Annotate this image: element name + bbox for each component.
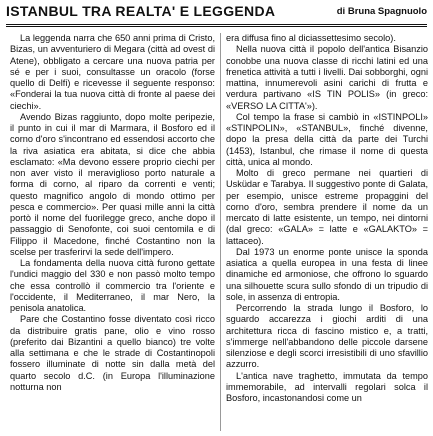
article-byline: di Bruna Spagnuolo — [336, 6, 427, 17]
paragraph: Col tempo la frase si cambiò in «ISTINPOLI» «STINPOLIN», «STANBUL», finché divenne, dopo la presa della città da parte dei Turchi (1453), Istanbul, che rimase il nome di questa città, unica al mondo. — [226, 111, 428, 167]
right-column — [226, 33, 428, 433]
paragraph: Molto di greco permane nei quartieri di Usküdar e Tarabya. Il suggestivo ponte di Galata, per esempio, unisce estreme propaggini del corno d'oro, sembra prendere il nome da un mercato di latte esistente, un tempo, nei dintorni (dal greco: «GALA» = latte e «GALAKTO» = lattaceo). — [226, 168, 428, 246]
left-column — [10, 33, 215, 433]
paragraph: Pare che Costantino fosse diventato così ricco da distribuire gratis pane, olio e vino rosso (preferito dai Bizantini a quello bianco) tre volte alla settimana e che le strade di Costantinopoli fossero illuminate di notte sin dalla metà del quarto secolo d.C. (in Europa l'illuminazione notturna non — [10, 314, 215, 392]
paragraph: Avendo Bizas raggiunto, dopo molte peripezie, il punto in cui il mar di Marmara, il Bosforo ed il corno d'oro s'incontrano ed essendosi accorto che la riva asiatica era abitata, si dice che abbia esclamato: «Ma devono essere proprio ciechi per non aver visto il meraviglioso porto naturale a forma di corno, al riparo da correnti e venti; questo magnifico angolo di mondo ottimo per pesca e commercio». Per quasi mille anni la città portò il nome del fuorilegge greco, anche dopo il passaggio di Senofonte, coi suoi centomila e di Filippo il Macedone, finché Costantino non la scelse per trasferirvi la sede dell'impero. — [10, 111, 215, 257]
paragraph: Nella nuova città il popolo dell'antica Bisanzio conobbe una nuova classe di ricchi latini ed una frenetica attività a tutti i livelli. Dai sobborghi, ogni mattina, innumerevoli asini carichi di frutta e verdura partivano «IS TIN POLIS» (in greco: «VERSO LA CITTA'»). — [226, 44, 428, 111]
column-divider — [220, 33, 221, 431]
paragraph: L'antica nave traghetto, immutata da tempo immemorabile, ad intervalli regolari solca il Bosforo, incastonandosi come un — [226, 370, 428, 403]
paragraph: Dal 1973 un enorme ponte unisce la sponda asiatica a quella europea in una festa di linee dinamiche ed armoniose, che offrono lo sguardo una silhouette scura sullo sfondo di un tripudio di sole, in assenza di entropia. — [226, 246, 428, 302]
article-title: ISTANBUL TRA REALTA' E LEGGENDA — [6, 3, 276, 19]
paragraph: La fondamenta della nuova città furono gettate l'undici maggio del 330 e non passò molto tempo che essa controllò il commercio tra l'oriente e l'occidente, il Mediterraneo, il mar Nero, la penisola anatolica. — [10, 258, 215, 313]
title-rule — [6, 24, 427, 27]
paragraph: Percorrendo la strada lungo il Bosforo, lo sguardo accarezza i giochi arditi di una architettura ricca di fascino mistico e, a tratti, s'immerge nell'abbandono delle piccole darsene silenziose e degli scorci irresistibili di uno sfavillio azzurro. — [226, 303, 428, 370]
paragraph: La leggenda narra che 650 anni prima di Cristo, Bizas, un avventuriero di Megara (città ad ovest di Atene), obbligato a cercare una nuova patria per sé e per i suoi, consultasse un oracolo (forse quello di Delfi) e ricevesse il seguente responso: «Fonderai la tua nuova città di fronte al paese dei ciechi». — [10, 33, 215, 111]
paragraph: era diffusa fino al diciassettesimo secolo). — [226, 33, 396, 43]
